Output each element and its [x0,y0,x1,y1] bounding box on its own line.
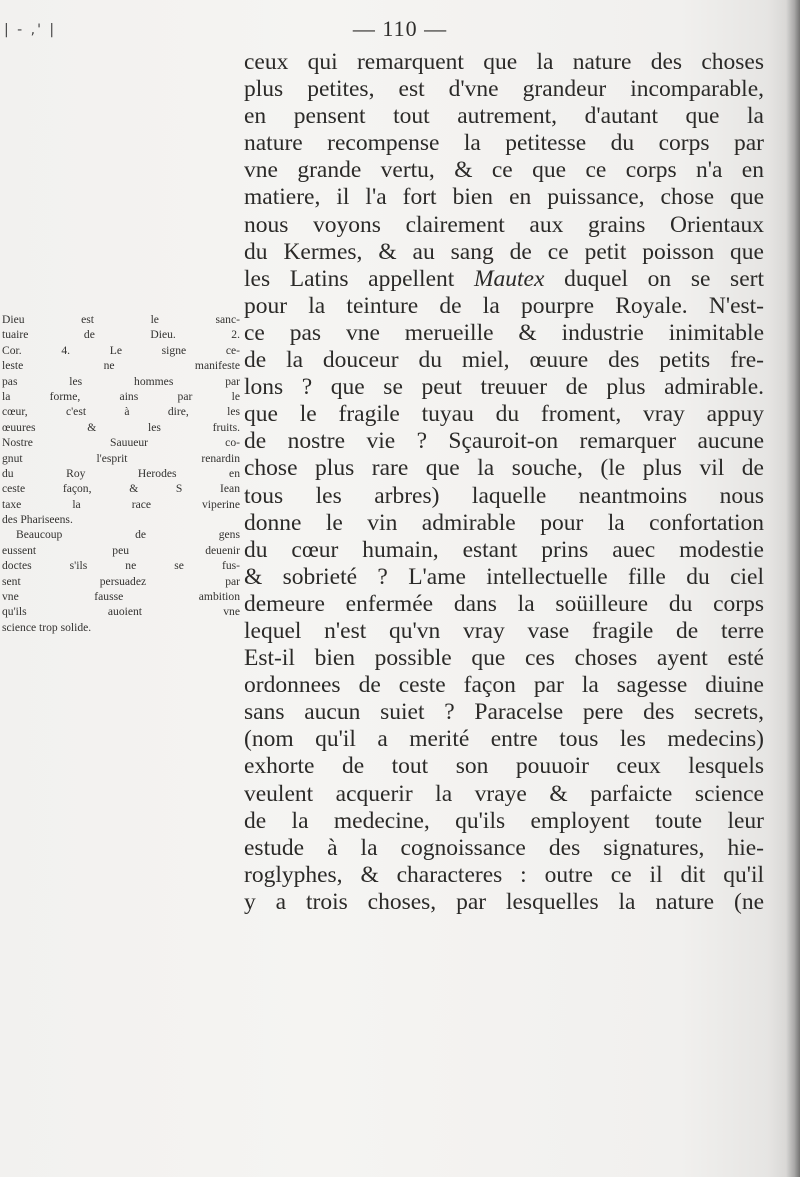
text-line: donne le vin admirable pour la confortation [244,509,764,536]
text-line: lequel n'est qu'vn vray vase fragile de terre [244,617,764,644]
text-line: vne grande vertu, & ce que ce corps n'a en [244,157,764,184]
text-segment: duquel on se sert [564,265,764,292]
margin-note-line: tuaire de Dieu. 2. [2,328,240,342]
text-line: veulent acquerir la vraye & parfaicte science [244,780,764,807]
margin-note [2,312,240,635]
margin-note-line: science trop solide. [2,620,92,634]
text-line: de la medecine, qu'ils employent toute leur [244,807,764,834]
text-line: (nom qu'il a merité entre tous les medecins) [244,726,764,753]
text-line: ce pas vne merueille & industrie inimitable [244,319,764,346]
margin-note-line: cœur, c'est à dire, les [2,405,240,419]
text-line: ceux qui remarquent que la nature des choses [244,49,764,75]
text-line: du cœur humain, estant prins auec modestie [244,536,764,563]
text-line: demeure enfermée dans la soüilleure du corps [244,590,764,617]
margin-note-line: du Roy Herodes en [2,466,240,480]
text-line: y a trois choses, par lesquelles la nature (ne [244,888,764,915]
text-line: roglyphes, & characteres : outre ce il dit qu'il [244,861,764,888]
text-line: que le fragile tuyau du froment, vray appuy [244,401,764,428]
margin-note-line: eussent peu deuenir [2,543,240,557]
margin-note-line: Nostre Sauueur co- [2,436,240,450]
margin-note-line: des Phariseens. [2,513,73,527]
margin-note-line: doctes s'ils ne se fus- [2,559,240,573]
margin-note-line: la forme, ains par le [2,389,240,403]
margin-note-line: vne fausse ambition [2,590,240,604]
text-line: tous les arbres) laquelle neantmoins nous [244,482,764,509]
text-line: chose plus rare que la souche, (le plus vil de [244,455,764,482]
text-line: nature recompense la petitesse du corps par [244,130,764,157]
text-line: nous voyons clairement aux grains Orientaux [244,211,764,238]
text-line: pour la teinture de la pourpre Royale. N'est- [244,292,764,319]
margin-note-line: sent persuadez par [2,574,240,588]
text-line: plus petites, est d'vne grandeur incomparable, [244,76,764,103]
text-line: de la douceur du miel, œuure des petits fre- [244,347,764,374]
text-line: lons ? que se peut treuuer de plus admirable. [244,374,764,401]
margin-note-line: qu'ils auoient vne [2,605,240,619]
margin-note-line: œuures & les fruits. [2,420,240,434]
text-line: estude à la cognoissance des signatures, hie- [244,834,764,861]
margin-note-line: gnut l'esprit renardin [2,451,240,465]
margin-note-line: Beaucoup de gens [16,528,240,542]
text-line: du Kermes, & au sang de ce petit poisson que [244,238,764,265]
text-line: & sobrieté ? L'ame intellectuelle fille du ciel [244,563,764,590]
italic-word: Mautex [473,265,545,292]
margin-note-line: Dieu est le sanc- [2,313,240,326]
text-line-with-italic [244,266,764,293]
text-line: en pensent tout autrement, d'autant que la [244,103,764,130]
text-line: sans aucun suiet ? Paracelse pere des secrets, [244,699,764,726]
margin-note-line: leste ne manifeste [2,359,240,373]
margin-note-line: pas les hommes par [2,374,240,388]
text-segment: les Latins appellent [244,265,455,292]
page-edge-shadow [786,0,800,1177]
margin-note-line: Cor. 4. Le signe ce- [2,343,240,357]
main-text-block [244,49,764,916]
text-line: de nostre vie ? Sçauroit-on remarquer aucune [244,428,764,455]
margin-note-line: taxe la race viperine [2,497,240,511]
text-line: matiere, il l'a fort bien en puissance, chose que [244,184,764,211]
text-line: ordonnees de ceste façon par la sagesse diuine [244,672,764,699]
corner-marks: | - ,' | [4,22,57,38]
page-number: — 110 — [352,16,448,41]
margin-note-line: ceste façon, & S Iean [2,482,240,496]
text-line: Est-il bien possible que ces choses ayent esté [244,645,764,672]
text-line: exhorte de tout son pouuoir ceux lesquels [244,753,764,780]
